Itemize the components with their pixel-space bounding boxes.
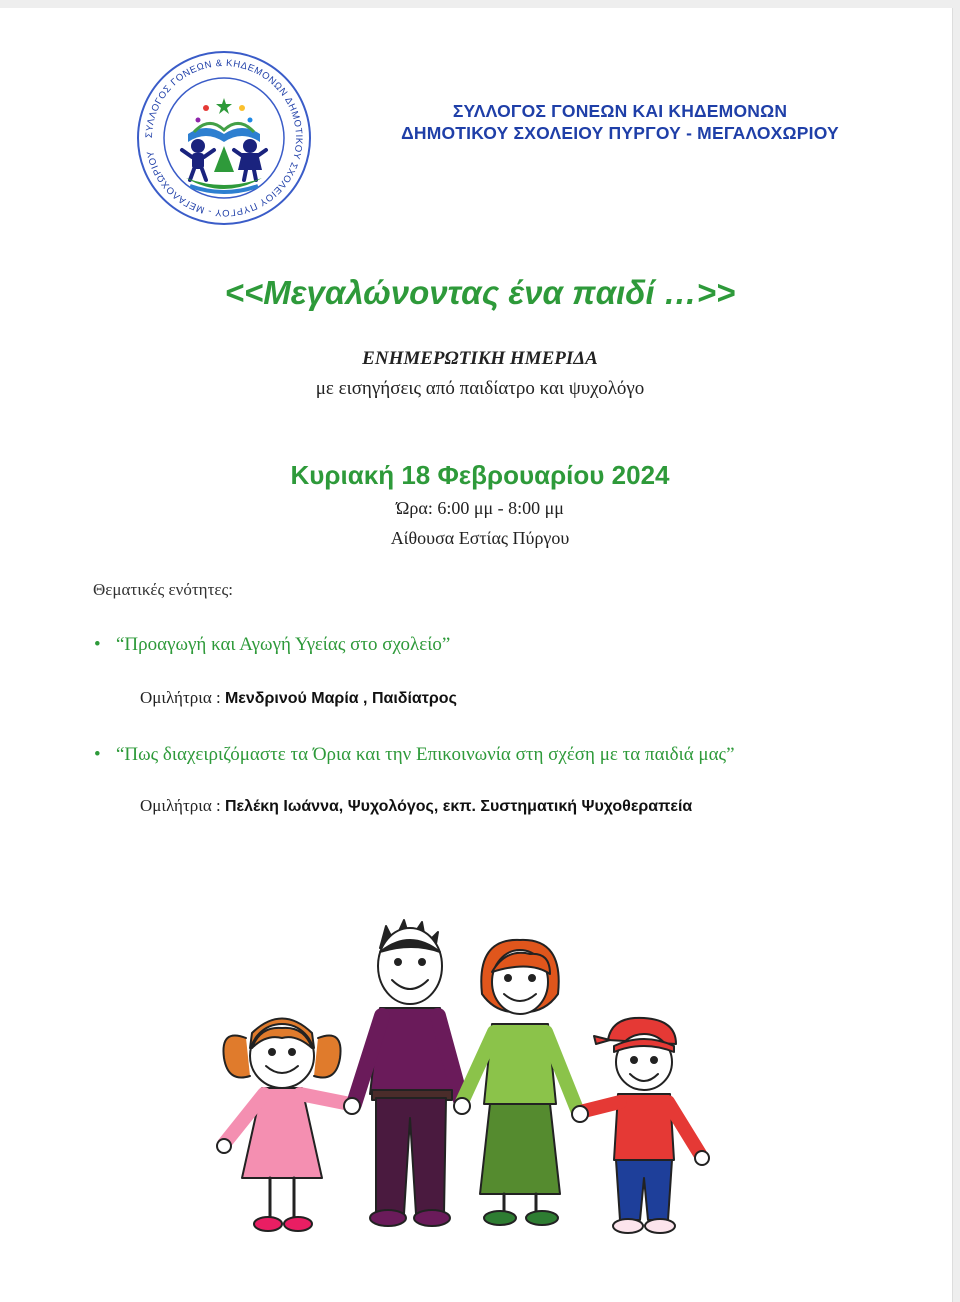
girl-figure	[223, 1019, 350, 1232]
svg-text:ΣΥΛΛΟΓΟΣ ΓΟΝΕΩΝ & ΚΗΔΕΜΟΝΩΝ ΔΗ: ΣΥΛΛΟΓΟΣ ΓΟΝΕΩΝ & ΚΗΔΕΜΟΝΩΝ ΔΗΜΟΤΙΚΟΥ ΣΧΟΛΕΙΟΥ ΠΥΡΓΟΥ - ΜΕΓΑΛΟΧΩΡΙΟΥ	[143, 57, 305, 219]
event-title: <<Μεγαλώνοντας ένα παιδί …>>	[224, 274, 736, 311]
topics-heading: Θεματικές ενότητες:	[93, 580, 234, 599]
event-description: με εισηγήσεις από παιδίατρο και ψυχολόγο	[315, 378, 645, 399]
speaker-label: Ομιλήτρια :	[140, 688, 225, 707]
speaker-name: Πελέκη Ιωάννα, Ψυχολόγος, εκπ. Συστηματική Ψυχοθεραπεία	[224, 798, 693, 815]
topic-title: “Προαγωγή και Αγωγή Υγείας στο σχολείο”	[116, 634, 451, 655]
association-logo	[136, 50, 312, 226]
topic-item	[94, 744, 735, 766]
bullet-icon: •	[94, 744, 101, 765]
mother-figure	[462, 940, 578, 1225]
flyer-page	[0, 8, 953, 1302]
boy-figure	[580, 1018, 700, 1233]
speaker-label: Ομιλήτρια :	[140, 796, 225, 815]
family-illustration	[200, 908, 740, 1248]
topic-speaker	[140, 688, 457, 708]
event-venue: Αίθουσα Εστίας Πύργου	[390, 528, 570, 548]
organization-line-2: ΔΗΜΟΤΙΚΟΥ ΣΧΟΛΕΙΟΥ ΠΥΡΓΟΥ - ΜΕΓΑΛΟΧΩΡΙΟΥ	[401, 123, 839, 143]
topic-item	[94, 634, 450, 656]
topic-title: “Πως διαχειριζόμαστε τα Όρια και την Επικοινωνία στη σχέση με τα παιδιά μας”	[116, 744, 735, 765]
speaker-name: Μενδρινού Μαρία , Παιδίατρος	[224, 690, 457, 707]
event-subtitle: ΕΝΗΜΕΡΩΤΙΚΗ ΗΜΕΡΙΔΑ	[362, 348, 598, 369]
organization-line-1: ΣΥΛΛΟΓΟΣ ΓΟΝΕΩΝ ΚΑΙ ΚΗΔΕΜΟΝΩΝ	[452, 101, 788, 121]
organization-name	[330, 100, 910, 144]
event-date: Κυριακή 18 Φεβρουαρίου 2024	[290, 460, 670, 490]
father-figure	[354, 920, 462, 1226]
event-time: Ώρα: 6:00 μμ - 8:00 μμ	[396, 498, 564, 518]
topic-speaker	[140, 796, 692, 816]
bullet-icon: •	[94, 634, 101, 655]
